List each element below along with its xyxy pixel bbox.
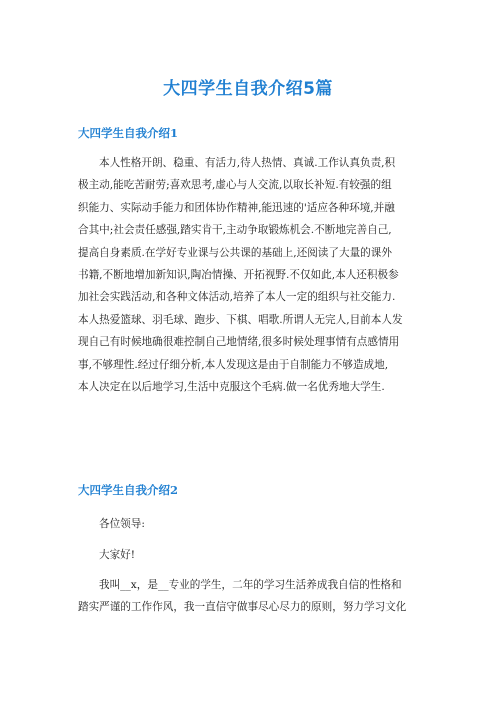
salutation: 各位领导: [99, 518, 145, 530]
text-line: 我叫__x，是__专业的学生，二年的学习生活养成我自信的性格和 [99, 579, 402, 591]
text-line: 加社会实践活动,和各种文体活动,培养了本人一定的组织与社交能力. [78, 291, 396, 304]
text-line: 本人热爱篮球、羽毛球、跑步、下棋、唱歌.所谓人无完人,目前本人发 [78, 313, 403, 326]
text-line: 现自己有时候地确很难控制自己地情绪,很多时候处理事情有点感情用 [78, 336, 400, 349]
section-heading-1: 大四学生自我介绍1 [78, 126, 179, 140]
text-line: 提高自身素质.在学好专业课与公共课的基础上,还阅读了大量的课外 [78, 246, 392, 259]
text-line: 踏实严谨的工作作风，我一直信守做事尽心尽力的原则，努力学习文化 [78, 601, 407, 614]
document-title: 大四学生自我介绍5篇 [163, 79, 333, 99]
text-line: 合其中;社会责任感强,踏实肯干,主动争取锻炼机会.不断地完善自己, [78, 224, 392, 237]
text-line: 织能力、实际动手能力和团体协作精神,能迅速的'适应各种环境,并融 [78, 201, 395, 214]
text-line: 书籍,不断地增加新知识,陶冶情操、开拓视野.不仅如此,本人还积极参 [78, 268, 399, 281]
text-line: 事,不够理性.经过仔细分析,本人发现这是由于自制能力不够造成地, [78, 358, 389, 371]
greeting: 大家好! [99, 549, 136, 561]
section-1-body [78, 152, 422, 398]
section-heading-2: 大四学生自我介绍2 [78, 483, 179, 497]
section-2-body [78, 574, 422, 619]
text-line: 极主动,能吃苦耐劳;喜欢思考,虚心与人交流,以取长补短.有较强的组 [78, 179, 392, 192]
text-line: 本人性格开朗、稳重、有活力,待人热情、真诚.工作认真负责,积 [99, 157, 396, 169]
text-line: 本人决定在以后地学习,生活中克服这个毛病.做一名优秀地大学生. [78, 380, 385, 393]
